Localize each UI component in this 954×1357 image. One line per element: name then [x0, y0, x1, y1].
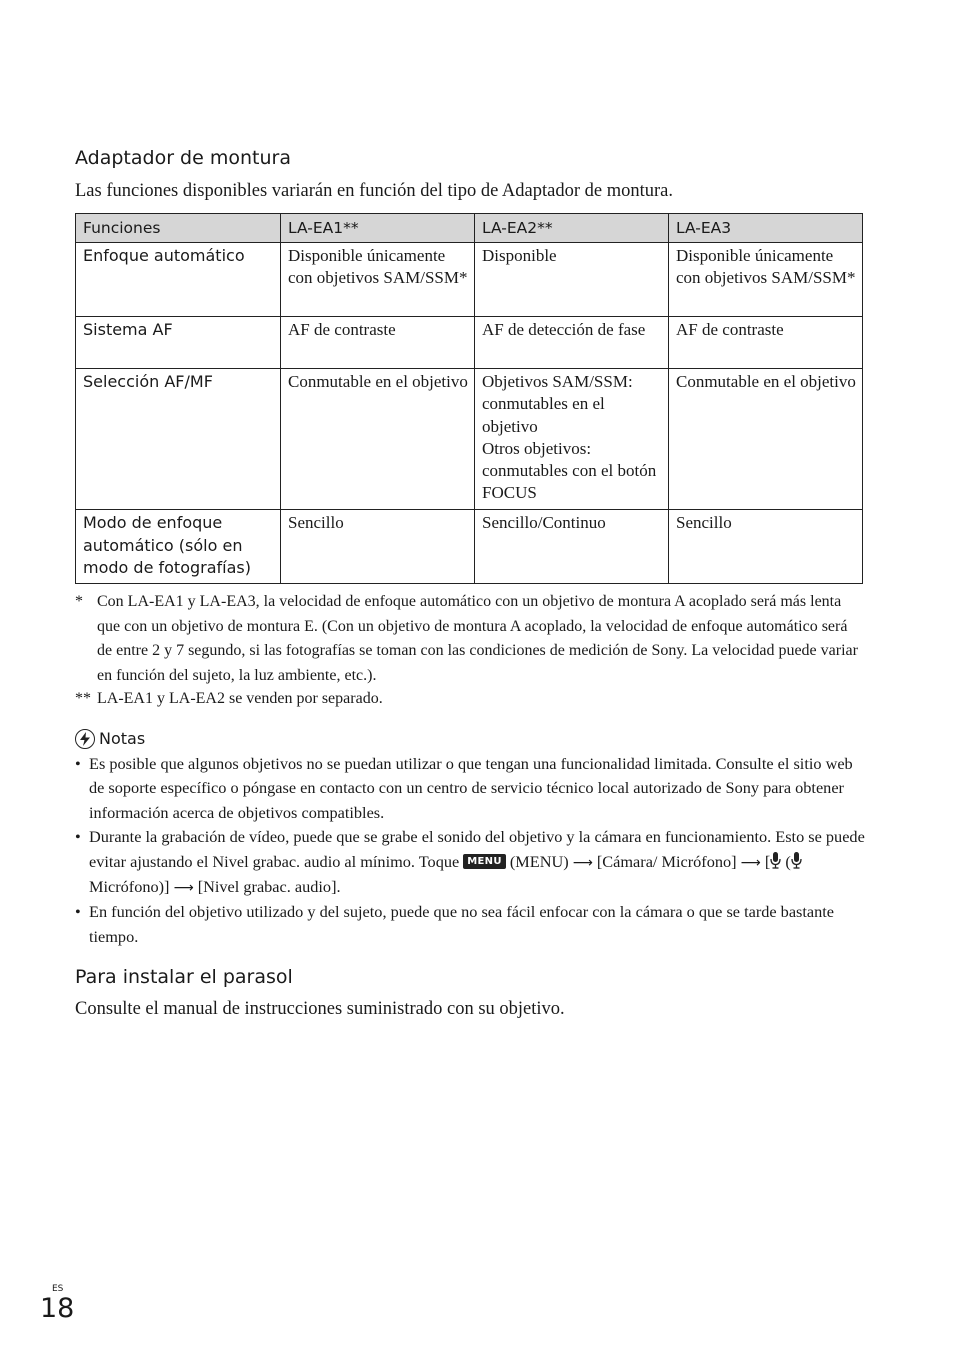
section-intro: Las funciones disponibles variarán en función del tipo de Adaptador de montura.: [75, 181, 673, 201]
column-header: LA-EA2**: [475, 214, 669, 243]
bracket-open: [: [764, 851, 771, 871]
table-cell: AF de detección de fase: [475, 317, 669, 369]
notes-icon: [75, 729, 95, 749]
table-cell: Disponible: [475, 243, 669, 317]
table-cell: Disponible únicamente con objetivos SAM/SSM*: [669, 243, 863, 317]
menu-step: [Nivel grabac. audio].: [197, 877, 341, 897]
table-cell: Sencillo: [281, 510, 475, 584]
table-cell: [475, 369, 669, 510]
arrow-right-icon: ⟶: [173, 880, 194, 897]
footnote: [75, 687, 865, 712]
table-cell: AF de contraste: [281, 317, 475, 369]
footnote-text: LA-EA1 y LA-EA2 se venden por separado.: [97, 690, 383, 707]
adaptor-functions-table: [75, 213, 863, 584]
language-code: ES: [52, 1284, 64, 1294]
bullet: •: [75, 902, 81, 922]
table-cell: Sencillo: [669, 510, 863, 584]
footnote: [75, 590, 865, 688]
note-text: Es posible que algunos objetivos no se puedan utilizar o que tengan una funcionalidad limitada. Consulte el sitio web de soporte específico o póngase en contacto con un centro de servicio técnico local autorizado de Sony para obtener información acerca de objetivos compatibles.: [89, 754, 853, 822]
column-header: LA-EA3: [669, 214, 863, 243]
footnote-mark: *: [75, 593, 83, 610]
arrow-right-icon: ⟶: [740, 854, 761, 871]
list-item: [75, 825, 865, 900]
list-item: [75, 752, 865, 825]
arrow-right-icon: ⟶: [572, 854, 593, 871]
menu-button-icon: MENU: [463, 854, 505, 869]
row-label: Enfoque automático: [76, 243, 281, 317]
table-cell: AF de contraste: [669, 317, 863, 369]
table-row: [76, 510, 863, 584]
cell-line: Objetivos SAM/SSM: conmutables en el objetivo: [482, 372, 633, 436]
menu-step: Micrófono)]: [89, 877, 170, 897]
column-header: Funciones: [76, 214, 281, 243]
page-number: 18: [40, 1293, 75, 1324]
footnote-text: Con LA-EA1 y LA-EA3, la velocidad de enfoque automático con un objetivo de montura A acoplado será más lenta que con un objetivo de montura E. (Con un objetivo de montura A acoplado, la velocidad de enfoque automático será de entre 2 y 7 segundo, si las fotografías se toman con las condiciones de medición de Sony. La velocidad puede variar en función del sujeto, la luz ambiente, etc.).: [97, 593, 858, 684]
table-row: [76, 317, 863, 369]
section-body: Consulte el manual de instrucciones suministrado con su objetivo.: [75, 999, 565, 1019]
bullet: •: [75, 827, 81, 847]
bullet: •: [75, 754, 81, 773]
table-cell: Conmutable en el objetivo: [281, 369, 475, 510]
microphone-icon: [791, 852, 802, 869]
row-label: Sistema AF: [76, 317, 281, 369]
footnote-mark: **: [75, 690, 91, 707]
table-header-row: [76, 214, 863, 243]
table-cell: Sencillo/Continuo: [475, 510, 669, 584]
paren-open: (: [785, 851, 791, 871]
row-label: Selección AF/MF: [76, 369, 281, 510]
table-cell: Conmutable en el objetivo: [669, 369, 863, 510]
cell-line: Otros objetivos: conmutables con el botón FOCUS: [482, 438, 657, 503]
table-row: [76, 243, 863, 317]
table-cell: Disponible únicamente con objetivos SAM/SSM*: [281, 243, 475, 317]
list-item: [75, 900, 865, 949]
section-heading-lens-hood: Para instalar el parasol: [75, 966, 293, 988]
column-header: LA-EA1**: [281, 214, 475, 243]
note-text: En función del objetivo utilizado y del sujeto, puede que no sea fácil enfocar con la cámara o que se tarde bastante tiempo.: [89, 902, 835, 946]
menu-step: [Cámara/ Micrófono]: [596, 851, 737, 871]
table-row: [76, 369, 863, 510]
menu-label: (MENU): [509, 851, 569, 871]
note-text: Durante la grabación de vídeo, puede que se grabe el sonido del objetivo y la cámara en funcionamiento. Esto se puede evitar ajustando el Nivel grabac. audio al mínimo. Toque: [89, 827, 865, 871]
section-heading-mount-adaptor: Adaptador de montura: [75, 147, 291, 169]
row-label: Modo de enfoque automático (sólo en modo de fotografías): [76, 510, 281, 584]
notes-heading: [75, 728, 145, 750]
microphone-icon: [770, 852, 781, 869]
notes-list: [75, 752, 865, 949]
notes-title: Notas: [99, 729, 146, 748]
